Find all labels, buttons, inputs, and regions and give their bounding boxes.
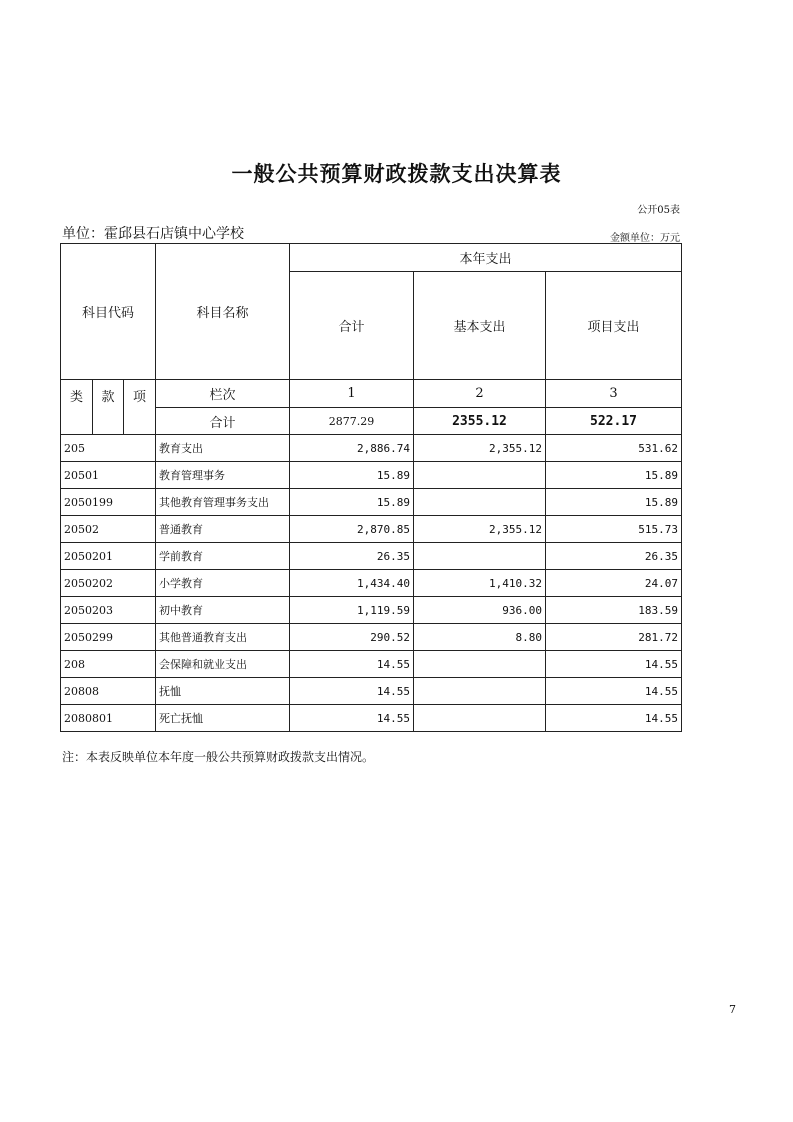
header-basic: 基本支出 (414, 272, 546, 380)
sum-basic: 2355.12 (414, 408, 546, 435)
sum-total: 2877.29 (290, 408, 414, 435)
row-total: 14.55 (290, 705, 414, 732)
row-code: 2050299 (61, 624, 156, 651)
row-name: 会保障和就业支出 (156, 651, 290, 678)
row-project: 26.35 (546, 543, 682, 570)
header-col-2: 2 (414, 380, 546, 408)
row-project: 281.72 (546, 624, 682, 651)
table-row (61, 624, 682, 651)
row-name: 学前教育 (156, 543, 290, 570)
header-col-1: 1 (290, 380, 414, 408)
unit-name: 单位：霍邱县石店镇中心学校 (62, 226, 244, 242)
table-row (61, 435, 682, 462)
row-total: 290.52 (290, 624, 414, 651)
row-name: 教育支出 (156, 435, 290, 462)
row-project: 531.62 (546, 435, 682, 462)
row-total: 1,434.40 (290, 570, 414, 597)
row-project: 24.07 (546, 570, 682, 597)
header-xiang: 项 (124, 380, 156, 435)
expense-table (60, 243, 682, 732)
row-project: 183.59 (546, 597, 682, 624)
sum-project: 522.17 (546, 408, 682, 435)
row-basic (414, 489, 546, 516)
header-kuan: 款 (93, 380, 124, 435)
page-number: 7 (729, 1003, 736, 1016)
row-name: 教育管理事务 (156, 462, 290, 489)
row-code: 20501 (61, 462, 156, 489)
header-total: 合计 (290, 272, 414, 380)
row-name: 小学教育 (156, 570, 290, 597)
row-code: 20502 (61, 516, 156, 543)
table-row (61, 543, 682, 570)
footnote: 注：本表反映单位本年度一般公共预算财政拨款支出情况。 (62, 750, 375, 764)
row-code: 2050203 (61, 597, 156, 624)
row-name: 其他普通教育支出 (156, 624, 290, 651)
sum-label: 合计 (156, 408, 290, 435)
header-year-expense: 本年支出 (290, 244, 682, 272)
header-col-3: 3 (546, 380, 682, 408)
row-basic: 1,410.32 (414, 570, 546, 597)
table-row (61, 489, 682, 516)
header-project: 项目支出 (546, 272, 682, 380)
row-total: 15.89 (290, 462, 414, 489)
row-total: 14.55 (290, 678, 414, 705)
table-row (61, 597, 682, 624)
row-basic: 2,355.12 (414, 516, 546, 543)
row-total: 26.35 (290, 543, 414, 570)
row-total: 14.55 (290, 651, 414, 678)
row-basic: 8.80 (414, 624, 546, 651)
row-basic (414, 651, 546, 678)
row-name: 初中教育 (156, 597, 290, 624)
table-row (61, 678, 682, 705)
row-code: 2080801 (61, 705, 156, 732)
form-number: 公开05表 (637, 205, 680, 216)
table-row (61, 651, 682, 678)
row-total: 2,886.74 (290, 435, 414, 462)
header-name: 科目名称 (156, 244, 290, 380)
row-code: 2050202 (61, 570, 156, 597)
row-basic (414, 705, 546, 732)
row-basic (414, 678, 546, 705)
row-basic (414, 462, 546, 489)
table-row (61, 516, 682, 543)
header-col-label: 栏次 (156, 380, 290, 408)
header-code: 科目代码 (61, 244, 156, 380)
table-header (61, 244, 682, 435)
header-lei: 类 (61, 380, 93, 435)
table-row (61, 462, 682, 489)
row-code: 205 (61, 435, 156, 462)
row-project: 14.55 (546, 651, 682, 678)
row-code: 20808 (61, 678, 156, 705)
row-project: 515.73 (546, 516, 682, 543)
row-total: 15.89 (290, 489, 414, 516)
table-row (61, 705, 682, 732)
page-title: 一般公共预算财政拨款支出决算表 (231, 162, 562, 186)
row-name: 其他教育管理事务支出 (156, 489, 290, 516)
row-total: 2,870.85 (290, 516, 414, 543)
row-name: 死亡抚恤 (156, 705, 290, 732)
row-code: 2050199 (61, 489, 156, 516)
row-project: 14.55 (546, 705, 682, 732)
row-project: 15.89 (546, 489, 682, 516)
money-unit: 金额单位：万元 (610, 233, 680, 244)
table-body (61, 435, 682, 732)
row-name: 普通教育 (156, 516, 290, 543)
row-code: 2050201 (61, 543, 156, 570)
row-basic: 2,355.12 (414, 435, 546, 462)
row-code: 208 (61, 651, 156, 678)
row-basic (414, 543, 546, 570)
row-project: 14.55 (546, 678, 682, 705)
row-name: 抚恤 (156, 678, 290, 705)
row-total: 1,119.59 (290, 597, 414, 624)
row-basic: 936.00 (414, 597, 546, 624)
row-project: 15.89 (546, 462, 682, 489)
table-row (61, 570, 682, 597)
